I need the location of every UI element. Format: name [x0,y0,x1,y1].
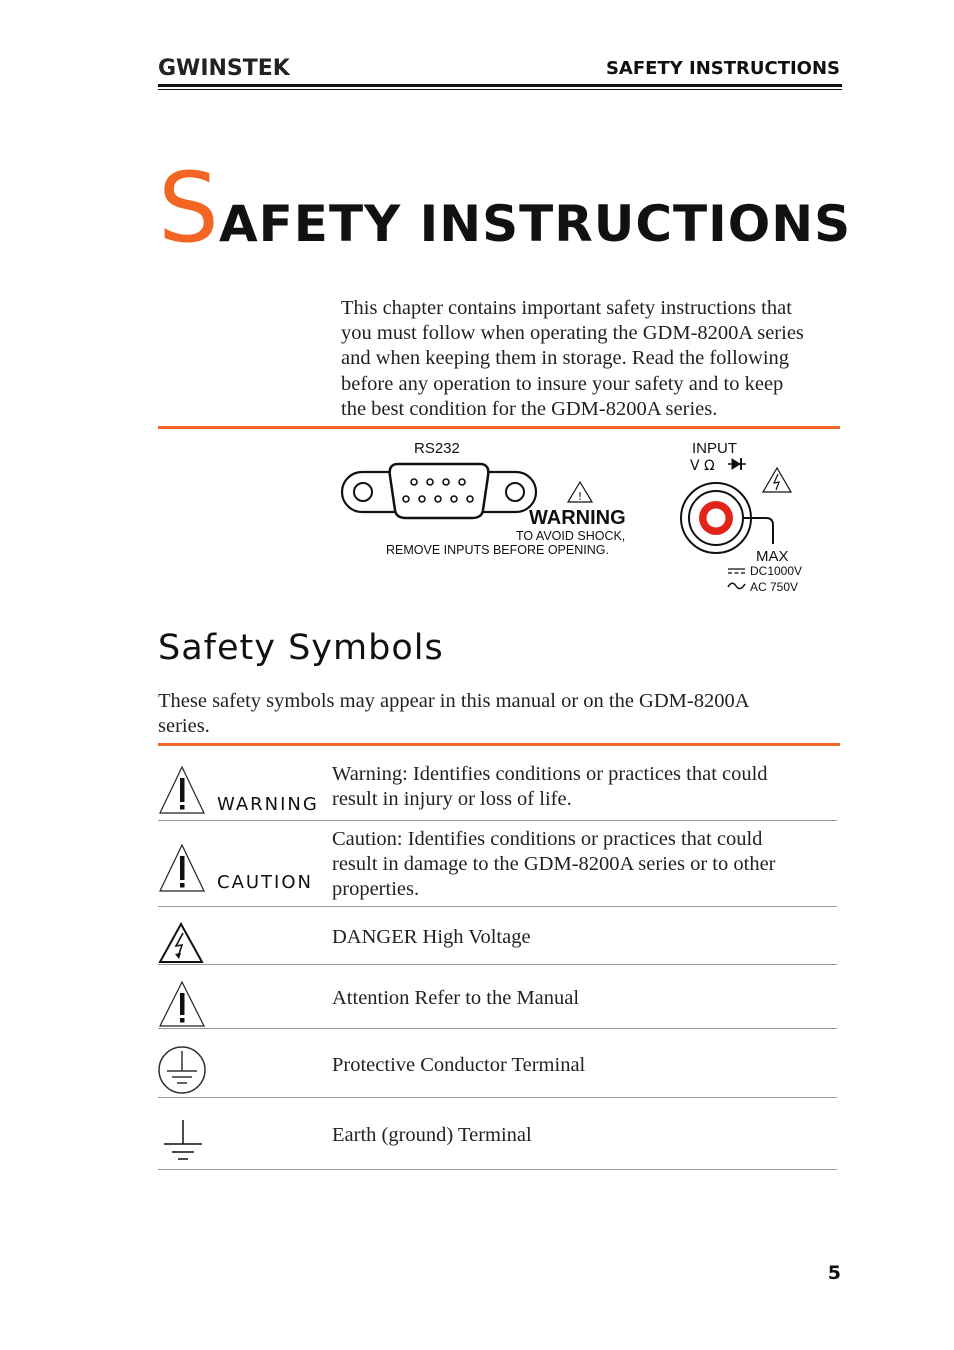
high-voltage-description [332,925,832,950]
description-line: DANGER High Voltage [332,926,531,948]
page-number: 5 [827,1262,841,1284]
intro-line: and when keeping them in storage. Read the following [341,347,790,370]
max-label: MAX [756,548,789,565]
section-heading: Safety Symbols [158,628,444,668]
high-voltage-panel-icon [763,468,791,492]
earth-ground-description [332,1123,832,1148]
section-rule [158,743,840,746]
panel-warning-icon [568,482,592,503]
intro-line: you must follow when operating the GDM-8200A series [341,322,804,345]
ac-symbol-icon [728,583,745,588]
svg-text:!: ! [577,490,583,503]
protective-conductor-description [332,1053,832,1078]
rs232-connector-icon [342,464,536,518]
section-intro-line: These safety symbols may appear in this manual or on the GDM-8200A [158,690,750,712]
chapter-title-initial: S [158,152,219,264]
row-divider [158,964,837,965]
high-voltage-icon [158,922,204,964]
earth-ground-icon [162,1118,206,1164]
row-divider [158,820,837,821]
description-line: Earth (ground) Terminal [332,1124,532,1146]
warning-description [332,762,832,812]
caution-description [332,827,832,903]
intro-line: This chapter contains important safety instructions that [341,297,792,319]
header-section-title: SAFETY INSTRUCTIONS [605,58,840,79]
input-label: INPUT [692,440,737,457]
row-divider [158,1169,837,1170]
dc-rating: DC1000V [750,564,803,578]
header-rule-thin [158,89,842,90]
row-divider [158,1028,837,1029]
warning-label: WARNING [217,794,319,815]
warning-triangle-icon [158,765,206,815]
description-line: result in injury or loss of life. [332,788,572,811]
protective-conductor-icon [157,1045,207,1095]
panel-warning-line1: TO AVOID SHOCK, [516,529,626,543]
section-intro [158,689,838,739]
chapter-title [158,152,852,264]
row-divider [158,906,837,907]
input-jack-icon [681,483,773,553]
description-line: result in damage to the GDM-8200A series or to other [332,853,776,876]
attention-icon [158,980,206,1028]
caution-triangle-icon [158,843,206,893]
description-line: properties. [332,878,420,901]
intro-line: before any operation to insure your safety and to keep [341,372,784,395]
description-line: Warning: Identifies conditions or practices that could [332,763,768,785]
description-line: Attention Refer to the Manual [332,987,580,1009]
intro-line: the best condition for the GDM-8200A series. [341,397,718,420]
brand-logo: GWINSTEK [158,56,290,81]
input-modes-label: V Ω [690,458,715,474]
section-intro-line: series. [158,715,210,738]
attention-description [332,986,832,1011]
ac-rating: AC 750V [750,580,799,594]
chapter-title-rest: AFETY INSTRUCTIONS [218,195,852,253]
description-line: Caution: Identifies conditions or practices that could [332,828,763,850]
description-line: Protective Conductor Terminal [332,1054,586,1076]
rear-panel-diagram [330,436,830,606]
diode-icon [728,458,746,470]
section-rule [158,426,840,429]
chapter-intro [341,296,841,422]
dc-symbol-icon [728,569,745,573]
rs232-label: RS232 [414,440,460,457]
panel-warning-line2: REMOVE INPUTS BEFORE OPENING. [386,543,609,557]
header-rule [158,84,842,87]
caution-label: CAUTION [217,872,313,893]
row-divider [158,1097,837,1098]
panel-warning-title: WARNING [529,507,626,529]
